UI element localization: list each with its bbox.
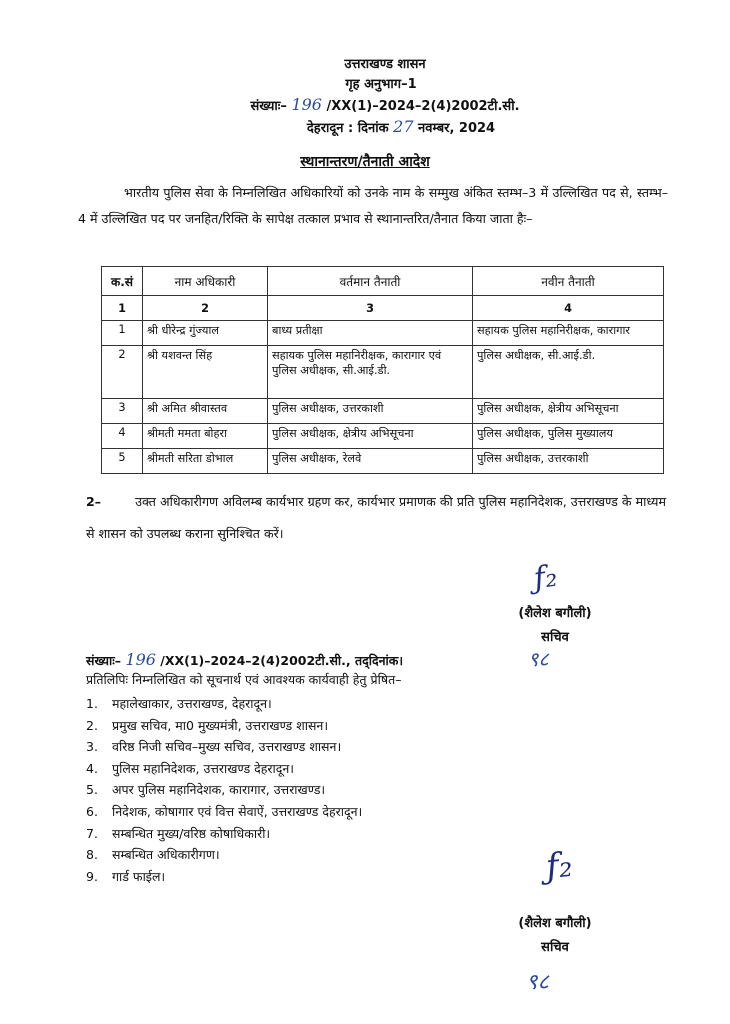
list-item: 4. पुलिस महानिदेशक, उत्तराखण्ड देहरादून। [86, 760, 295, 776]
copy-handwritten-ref-number: 196 [125, 650, 156, 669]
cell-new-posting: पुलिस अधीक्षक, क्षेत्रीय अभिसूचना [473, 399, 664, 424]
cell-officer-name: श्री यशवन्त सिंह [143, 346, 268, 399]
cell-serial: 3 [102, 399, 143, 424]
transfer-table [101, 266, 664, 474]
handwritten-signature-date-2: ९८ [526, 970, 549, 995]
cell-officer-name: श्री अमित श्रीवास्तव [143, 399, 268, 424]
handwritten-date-day: 27 [393, 117, 414, 136]
paragraph-2-text: उक्त अधिकारीगण अविलम्ब कार्यभार ग्रहण कर, कार्यभार प्रमाणक की प्रति पुलिस महानिदेशक, उत्तराखण्ड के माध्यम से शासन को उपलब्ध कराना सुनिश्चित करें। [86, 494, 666, 541]
table-row [102, 449, 664, 474]
paragraph-number: 2– [86, 494, 102, 509]
col-header-officer-name: नाम अधिकारी [143, 267, 268, 296]
cell-new-posting: सहायक पुलिस महानिरीक्षक, कारागार [473, 321, 664, 346]
column-number: 3 [268, 296, 473, 321]
col-header-new-posting: नवीन तैनाती [473, 267, 664, 296]
list-item: 5. अपर पुलिस महानिदेशक, कारागार, उत्तराखण्ड। [86, 782, 326, 798]
cell-serial: 4 [102, 424, 143, 449]
signatory-name-1: (शैलेश बगौली) [518, 606, 592, 621]
government-name: उत्तराखण्ड शासन [344, 57, 426, 72]
table-row [102, 321, 664, 346]
table-row [102, 424, 664, 449]
copy-intro: प्रतिलिपिः निम्नलिखित को सूचनार्थ एवं आवश्यक कार्यवाही हेतु प्रेषित– [86, 672, 402, 687]
department-section: गृह अनुभाग–1 [345, 77, 417, 92]
cell-serial: 5 [102, 449, 143, 474]
order-paragraph-2 [86, 486, 666, 550]
col-header-serial: क.सं [102, 267, 143, 296]
cell-current-posting: सहायक पुलिस महानिरीक्षक, कारागार एवं पुलिस अधीक्षक, सी.आई.डी. [268, 346, 473, 399]
copy-reference-number [86, 650, 403, 669]
cell-current-posting: पुलिस अधीक्षक, उत्तरकाशी [268, 399, 473, 424]
cell-current-posting: पुलिस अधीक्षक, क्षेत्रीय अभिसूचना [268, 424, 473, 449]
table-header-row [102, 267, 664, 296]
column-number: 4 [473, 296, 664, 321]
signatory-name-2: (शैलेश बगौली) [518, 916, 592, 931]
col-header-current-posting: वर्तमान तैनाती [268, 267, 473, 296]
list-item: 2. प्रमुख सचिव, मा0 मुख्यमंत्री, उत्तराखण्ड शासन। [86, 717, 329, 733]
list-item: 1. महालेखाकार, उत्तराखण्ड, देहरादून। [86, 696, 272, 711]
ref-suffix: /XX(1)–2024–2(4)2002टी.सी. [326, 99, 520, 114]
ref-prefix: संख्याः– [250, 99, 287, 114]
copy-ref-suffix: /XX(1)–2024–2(4)2002टी.सी., तद्‌दिनांक। [160, 653, 404, 668]
table-row [102, 346, 664, 399]
copy-recipient-list [86, 693, 362, 887]
cell-serial: 1 [102, 321, 143, 346]
cell-serial: 2 [102, 346, 143, 399]
list-item: 7. सम्बन्धित मुख्य/वरिष्ठ कोषाधिकारी। [86, 825, 271, 841]
handwritten-signature-date-1: ९८ [528, 647, 549, 671]
place-date [36, 117, 730, 136]
list-item: 3. वरिष्ठ निजी सचिव–मुख्य सचिव, उत्तराखण्ड शासन। [86, 739, 342, 755]
order-paragraph-1: भारतीय पुलिस सेवा के निम्नलिखित अधिकारियों को उनके नाम के सम्मुख अंकित स्तम्भ–3 में उल्लिखित पद से, स्तम्भ–4 में उल्लिखित पद पर जनहित/रिक्ति के सापेक्ष तत्काल प्रभाव से स्थानान्तरित/तैनात किया जाता हैः– [78, 185, 668, 226]
list-item: 8. सम्बन्धित अधिकारीगण। [86, 847, 220, 863]
column-number: 1 [102, 296, 143, 321]
table-row [102, 399, 664, 424]
cell-officer-name: श्री धीरेन्द्र गुंज्याल [143, 321, 268, 346]
order-subject [0, 152, 730, 171]
place-date-prefix: देहरादून : दिनांक [306, 121, 389, 136]
signature-mark-2: ƒ₂ [543, 844, 575, 888]
reference-number [20, 95, 730, 114]
list-item: 6. निदेशक, कोषागार एवं वित्त सेवाऐं, उत्तराखण्ड देहरादून। [86, 803, 363, 819]
subject-text: स्थानान्तरण/तैनाती आदेश [300, 154, 430, 170]
cell-current-posting: पुलिस अधीक्षक, रेलवे [268, 449, 473, 474]
signatory-title-1: सचिव [541, 630, 569, 645]
cell-current-posting: बाध्य प्रतीक्षा [268, 321, 473, 346]
cell-officer-name: श्रीमती सरिता डोभाल [143, 449, 268, 474]
cell-new-posting: पुलिस अधीक्षक, सी.आई.डी. [473, 346, 664, 399]
column-number: 2 [143, 296, 268, 321]
column-number-row [102, 296, 664, 321]
date-month-year: नवम्बर, 2024 [418, 121, 496, 136]
handwritten-ref-number: 196 [291, 95, 322, 114]
list-item: 9. गार्ड फाईल। [86, 868, 166, 884]
copy-ref-prefix: संख्याः– [86, 653, 122, 668]
cell-new-posting: पुलिस अधीक्षक, पुलिस मुख्यालय [473, 424, 664, 449]
cell-officer-name: श्रीमती ममता बोहरा [143, 424, 268, 449]
signature-mark-1: ƒ₂ [531, 558, 560, 597]
cell-new-posting: पुलिस अधीक्षक, उत्तरकाशी [473, 449, 664, 474]
signatory-title-2: सचिव [541, 940, 569, 955]
